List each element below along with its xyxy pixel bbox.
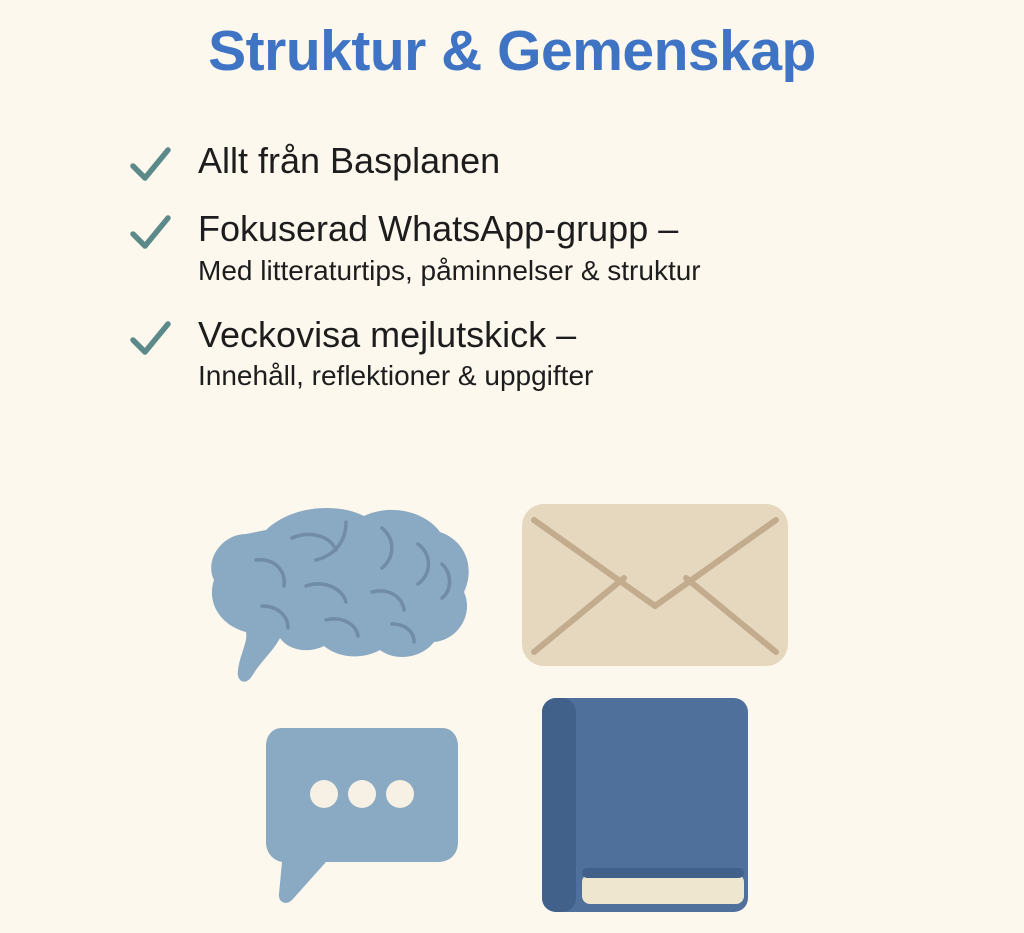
- list-item: [128, 314, 948, 393]
- list-item-sub-text: Med litteraturtips, påminnelser & struktur: [198, 254, 701, 286]
- list-item: [128, 208, 948, 287]
- list-item-main-text: Veckovisa mejlutskick –: [198, 313, 577, 355]
- check-icon: [128, 318, 172, 362]
- list-item: [128, 140, 948, 182]
- bullet-list: [128, 140, 948, 419]
- chat-bubble-illustration: [262, 724, 462, 909]
- brain-illustration: [196, 500, 486, 695]
- envelope-illustration: [520, 502, 790, 673]
- book-illustration: [538, 692, 752, 923]
- check-icon: [128, 144, 172, 188]
- list-item-main-text: Fokuserad WhatsApp-grupp –: [198, 208, 679, 250]
- list-item-sub-text: Innehåll, reflektioner & uppgifter: [198, 360, 594, 392]
- check-icon: [128, 212, 172, 256]
- illustration-group: [0, 492, 1024, 933]
- page-title: Struktur & Gemenskap: [208, 19, 816, 83]
- list-item-main-text: Allt från Basplanen: [198, 140, 501, 181]
